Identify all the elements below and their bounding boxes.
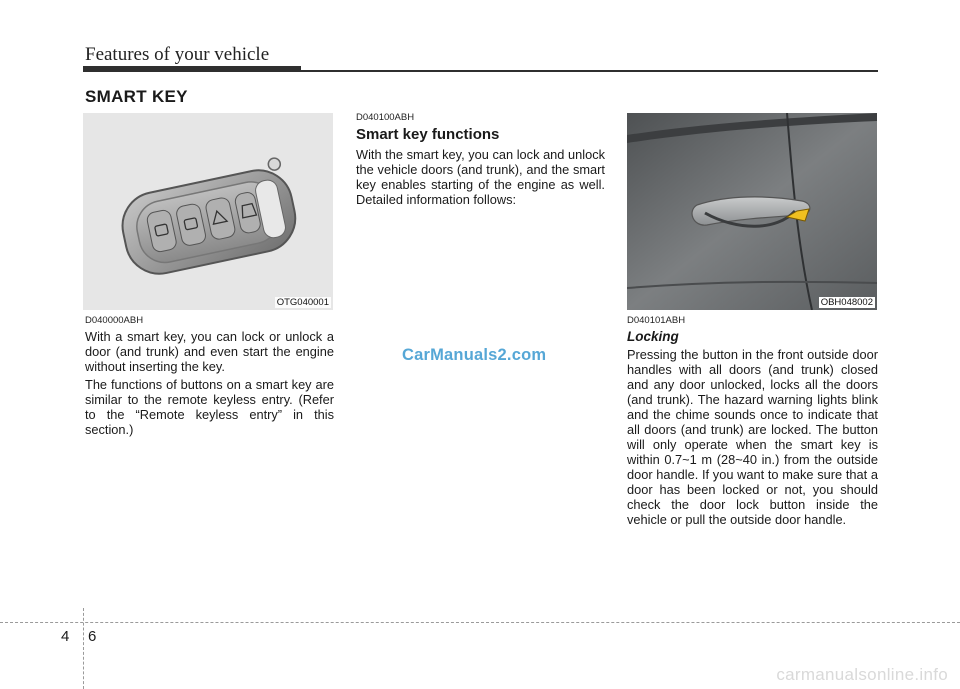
subsection-heading: Smart key functions <box>356 126 500 143</box>
smart-key-illustration <box>83 113 333 310</box>
bottom-watermark: carmanualsonline.info <box>776 665 948 684</box>
door-handle-figure <box>627 113 877 310</box>
door-handle-illustration <box>627 113 877 310</box>
functions-paragraph: With the smart key, you can lock and unlock the vehicle doors (and trunk), and the smart key enables starting of the engine as well. Detailed information follows: <box>356 147 605 207</box>
intro-paragraph-2: The functions of buttons on a smart key are similar to the remote keyless entry. (Refer to the “Remote keyless entry” in this section.) <box>85 377 334 437</box>
locking-heading: Locking <box>627 329 679 344</box>
page-number: 6 <box>88 628 97 645</box>
chapter-number: 4 <box>61 628 70 645</box>
section-heading: SMART KEY <box>85 87 188 106</box>
figure-code-label: OTG040001 <box>276 297 329 308</box>
locking-paragraph: Pressing the button in the front outside door handles with all doors (and trunk) closed and any door unlocked, locks all the doors (and trunk). The hazard warning lights blink and the chime sounds once to indicate that all doors (and trunk) are locked. The button will only operate when the smart key is within 0.7~1 m (28~40 in.) from the outside door handle. If you want to make sure that a door has been locked or not, you should check the door lock button inside the vehicle or pull the outside door handle. <box>627 347 878 527</box>
footer-rule <box>0 622 960 623</box>
section-code: D040100ABH <box>356 112 415 123</box>
site-watermark: CarManuals2.com <box>402 346 547 364</box>
intro-paragraph: With a smart key, you can lock or unlock a door (and trunk) and even start the engine without inserting the key. <box>85 329 334 374</box>
header-rule-thin <box>301 70 878 72</box>
footer-vertical-rule <box>83 608 84 689</box>
smart-key-figure <box>83 113 333 310</box>
page-header-title: Features of your vehicle <box>85 44 270 65</box>
section-code: D040000ABH <box>85 315 144 326</box>
section-code: D040101ABH <box>627 315 686 326</box>
figure-code-label: OBH048002 <box>820 297 873 308</box>
header-rule-thick <box>83 66 301 72</box>
